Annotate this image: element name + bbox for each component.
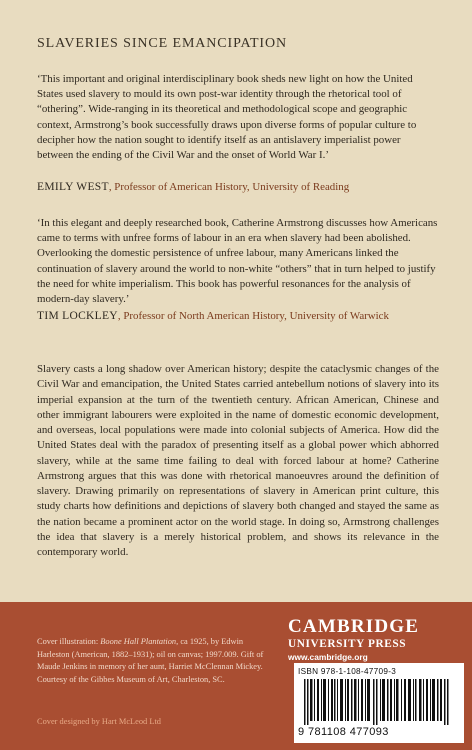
endorsement-quote-2: ‘In this elegant and deeply researched book, Catherine Armstrong discusses how Americans came to terms with unfree forms of labour in an era when slavery had been abolished. Overlooking the domestic persistence of unfree labour, many Americans linked the continuation of slavery around the world to non-white “others” that in turn helped to justify the need for white imperialism. This book has powerful resonances for the analysis of modern-day slavery.’ bbox=[37, 217, 438, 306]
book-description: Slavery casts a long shadow over American history; despite the cataclysmic changes of the Civil War and emancipation, the United States carried antebellum notions of slavery into its imperial expansion at the turn of the twentieth century. African American, Chinese and other immigrant labourers were exploited in the name of domestic economic development, and overseas, local populations were made into colonial subjects of America. How did the United States deal with the paradox of presenting itself as a global power which abhorred slavery, while at the same time failing to deal with forced labour at home? Catherine Armstrong argues that this was done with rhetorical manoeuvres around the definition of slavery. Drawing primarily on representations of slavery in American print culture, this study charts how definitions and depictions of slavery both changed and stayed the same as the nation became a prominent actor on the world stage. In doing so, Armstrong challenges the idea that slavery is a merely historical problem, and shows its relevance in the contemporary world. bbox=[37, 363, 439, 558]
barcode-digits: 9 781108 477093 bbox=[298, 726, 389, 738]
publisher-logo bbox=[288, 617, 458, 663]
endorsement-attribution-2 bbox=[37, 309, 457, 324]
publisher-press: UNIVERSITY PRESS bbox=[288, 638, 407, 650]
endorsement-quote-1: ‘This important and original interdisciplinary book sheds new light on how the United States used slavery to mould its own post-war identity through the rhetorical tool of “othering”. Wide-ranging in its theoretical and methodological scope and geographic context, Armstrong’s book successfully draws upon diverse forms of popular culture to decipher how the nation sought to identify itself as an antislavery imperialist power between the ending of the Civil War and the onset of World War I.’ bbox=[37, 73, 417, 162]
publisher-url: www.cambridge.org bbox=[288, 652, 368, 662]
barcode-panel bbox=[294, 663, 464, 743]
endorser-role: , Professor of American History, University of Reading bbox=[108, 181, 350, 193]
endorser-role: , Professor of North American History, University of Warwick bbox=[117, 310, 389, 322]
credits-artwork-title: Boone Hall Plantation bbox=[100, 637, 177, 646]
barcode-icon bbox=[296, 679, 462, 725]
series-title: SLAVERIES SINCE EMANCIPATION bbox=[37, 36, 288, 51]
publisher-name: CAMBRIDGE bbox=[288, 616, 420, 637]
endorser-name: TIM LOCKLEY bbox=[37, 310, 118, 322]
endorsement-attribution-1 bbox=[37, 180, 457, 195]
cover-designer: Cover designed by Hart McLeod Ltd bbox=[37, 717, 161, 726]
credits-details: , ca 1925, by Edwin Harleston (American, 1882–1931); oil on canvas; 1997.009. Gift of Maude Jenkins in memory of her aunt, Harriet McClennan Mickey. Courtesy of the Gibbes Museum of Art, Charleston, SC. bbox=[37, 637, 264, 684]
isbn-label: ISBN 978-1-108-47709-3 bbox=[298, 667, 397, 676]
credits-prefix: Cover illustration: bbox=[37, 637, 101, 646]
cover-credits bbox=[37, 636, 265, 686]
endorser-name: EMILY WEST bbox=[37, 181, 109, 193]
